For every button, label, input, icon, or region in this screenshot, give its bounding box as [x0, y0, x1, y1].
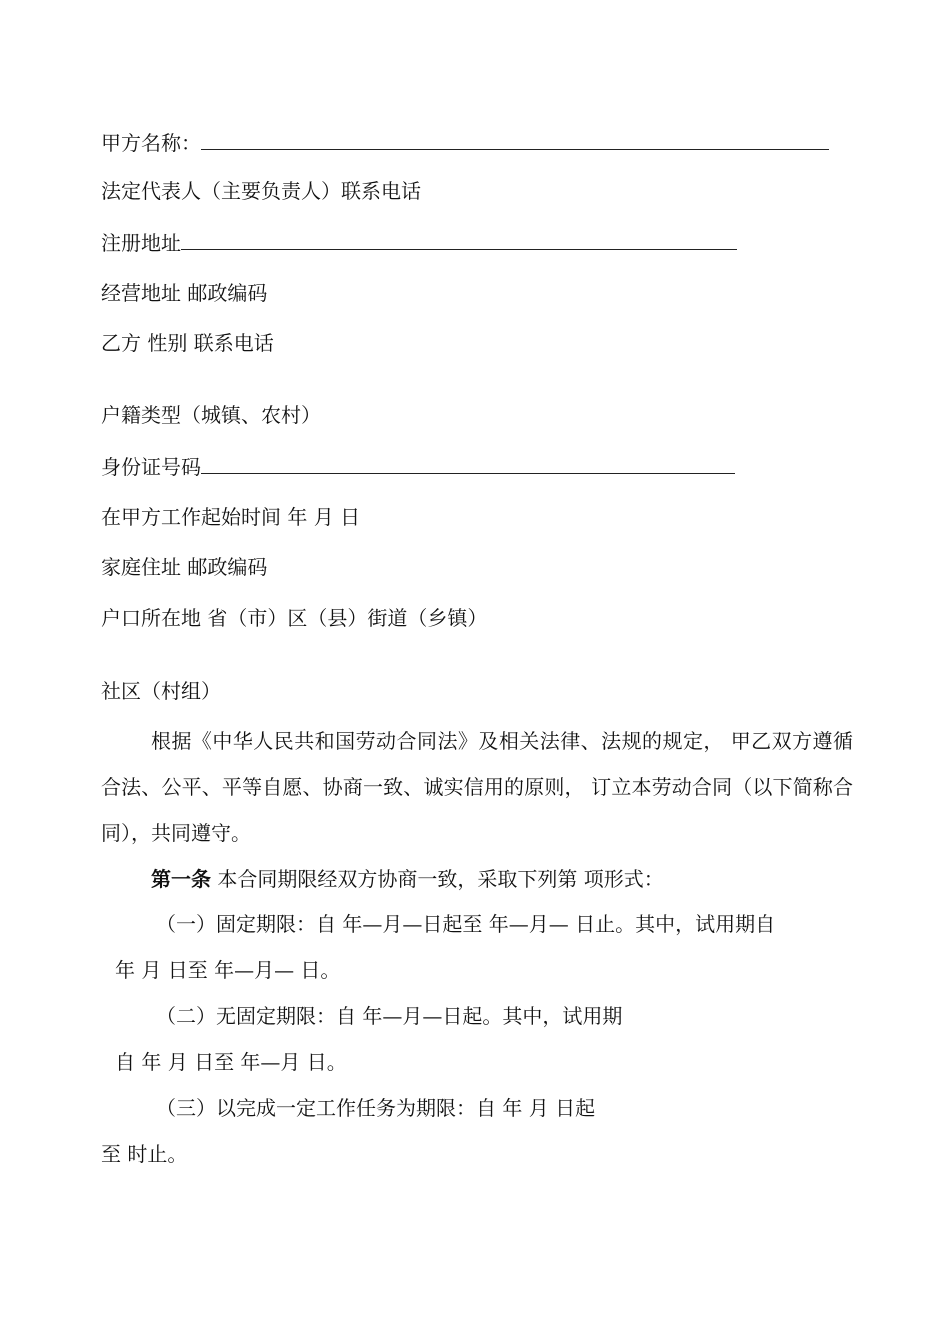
id-number-label: 身份证号码: [101, 455, 201, 479]
id-number-line: [101, 453, 735, 479]
article1-line: [151, 866, 664, 892]
party-a-name-line: [101, 129, 829, 155]
clause3-line2: 至 时止。: [101, 1142, 188, 1166]
party-a-name-blank: [201, 129, 829, 150]
party-a-name-label: 甲方名称：: [101, 131, 201, 155]
reg-address-blank: [181, 229, 737, 250]
reg-address-label: 注册地址: [101, 231, 181, 255]
legal-rep-line: 法定代表人（主要负责人）联系电话: [101, 179, 421, 203]
id-number-blank: [201, 453, 735, 474]
clause3-line1: （三）以完成一定工作任务为期限：自 年 月 日起: [156, 1096, 596, 1120]
intro-paragraph: 根据《中华人民共和国劳动合同法》及相关法律、法规的规定， 甲乙双方遵循合法、公平、平等自愿、协商一致、诚实信用的原则， 订立本劳动合同（以下简称合同），共同遵守。: [101, 729, 853, 845]
household-type-line: 户籍类型（城镇、农村）: [101, 403, 321, 427]
hukou-location-line: 户口所在地 省（市）区（县）街道（乡镇）: [101, 606, 488, 630]
reg-address-line: [101, 229, 737, 255]
party-b-line: 乙方 性别 联系电话: [101, 331, 274, 355]
community-line: 社区（村组）: [101, 679, 221, 703]
clause1-line1: （一）固定期限：自 年—月—日起至 年—月— 日止。其中，试用期自: [156, 912, 776, 936]
article1-text: 本合同期限经双方协商一致，采取下列第 项形式：: [211, 867, 664, 891]
clause2-line1: （二）无固定期限：自 年—月—日起。其中，试用期: [156, 1004, 623, 1028]
biz-address-line: 经营地址 邮政编码: [101, 281, 268, 305]
clause1-line2: 年 月 日至 年—月— 日。: [115, 958, 341, 982]
clause2-line2: 自 年 月 日至 年—月 日。: [115, 1050, 347, 1074]
article1-title: 第一条: [151, 867, 211, 891]
home-address-line: 家庭住址 邮政编码: [101, 555, 268, 579]
start-time-line: 在甲方工作起始时间 年 月 日: [101, 505, 361, 529]
